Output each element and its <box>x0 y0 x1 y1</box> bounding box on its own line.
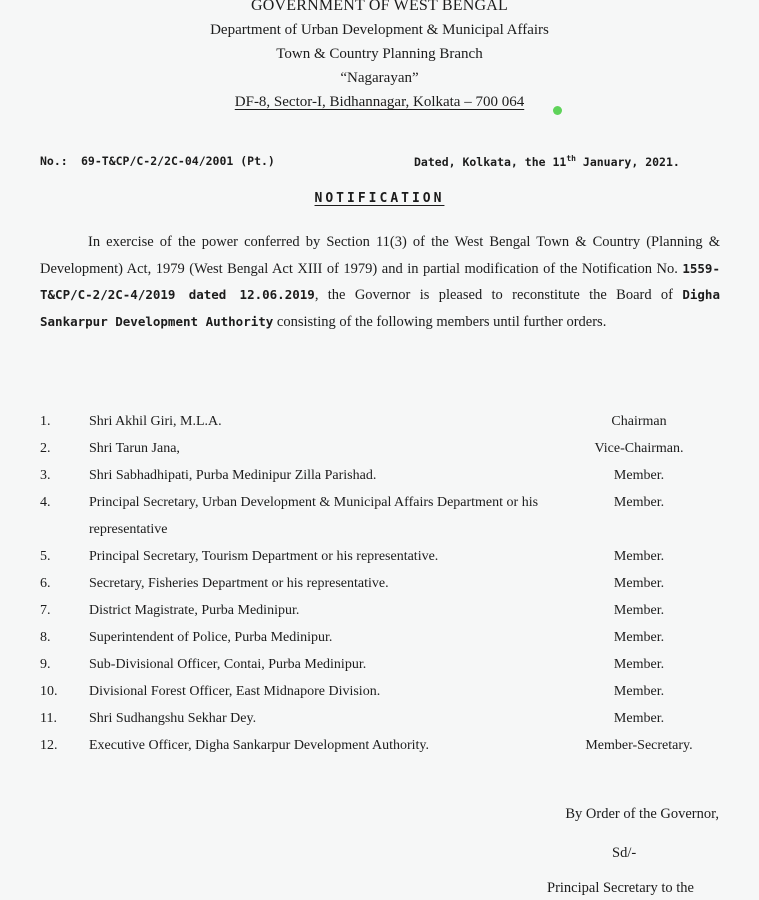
member-name: Sub-Divisional Officer, Contai, Purba Medinipur. <box>89 657 367 672</box>
green-dot-mark <box>553 106 562 115</box>
member-role: Member-Secretary. <box>585 738 693 753</box>
member-role: Member. <box>613 549 665 564</box>
body-text-1: In exercise of the power conferred by Section 11(3) of the West Bengal Town & Country (Planning & Development) Act, 1979 (West Bengal Act XIII of 1979) and in partial modification of the Notification No. <box>40 234 720 277</box>
member-name: Principal Secretary, Tourism Department or his representative. <box>89 549 439 564</box>
member-row <box>0 651 759 678</box>
date-prefix: Dated, Kolkata, the 11 <box>414 154 567 169</box>
member-name: Superintendent of Police, Purba Medinipur. <box>89 630 333 645</box>
office-address: DF-8, Sector-I, Bidhannagar, Kolkata – 700 064 <box>234 94 525 110</box>
member-role: Member. <box>613 657 665 672</box>
member-role: Chairman <box>611 414 667 429</box>
member-role: Member. <box>613 468 665 483</box>
member-name: Shri Tarun Jana, <box>89 441 180 456</box>
body-text-2: , the Governor is pleased to reconstitute the Board of <box>314 287 683 304</box>
by-order-line: By Order of the Governor, <box>565 806 719 822</box>
member-number: 12. <box>40 738 58 753</box>
signatory-designation: Principal Secretary to the <box>547 880 694 896</box>
member-row <box>0 435 759 462</box>
member-number: 11. <box>40 711 57 726</box>
member-number: 8. <box>40 630 51 645</box>
member-name: Shri Sabhadhipati, Purba Medinipur Zilla Parishad. <box>89 468 377 483</box>
body-bold-notification-ref: 1559-T&CP/C-2/2C-4/2019 dated 12.06.2019 <box>40 260 720 303</box>
department-heading: Department of Urban Development & Municipal Affairs <box>210 22 549 38</box>
member-name: Principal Secretary, Urban Development & Municipal Affairs Department or his representative <box>89 495 539 537</box>
member-name: Executive Officer, Digha Sankarpur Development Authority. <box>89 738 430 753</box>
member-row <box>0 570 759 597</box>
member-number: 6. <box>40 576 51 591</box>
member-name: District Magistrate, Purba Medinipur. <box>89 603 300 618</box>
member-row <box>0 543 759 570</box>
member-role: Member. <box>613 495 665 510</box>
branch-heading: Town & Country Planning Branch <box>276 46 483 62</box>
member-row <box>0 705 759 732</box>
member-row <box>0 597 759 624</box>
member-role: Member. <box>613 630 665 645</box>
signed-mark: Sd/- <box>612 845 637 861</box>
member-role: Member. <box>613 684 665 699</box>
member-row <box>0 489 759 543</box>
member-role: Member. <box>613 711 665 726</box>
member-number: 1. <box>40 414 51 429</box>
date-suffix: January, 2021. <box>575 154 680 169</box>
reference-number: 69-T&CP/C-2/2C-04/2001 (Pt.) <box>81 154 275 168</box>
member-number: 7. <box>40 603 51 618</box>
date-superscript: th <box>566 154 576 163</box>
reference-number-label: No.: <box>40 154 68 168</box>
body-text-3: consisting of the following members until further orders. <box>273 313 607 330</box>
body-paragraph <box>40 229 720 335</box>
member-name: Shri Akhil Giri, M.L.A. <box>89 414 222 429</box>
member-role: Member. <box>613 603 665 618</box>
member-number: 4. <box>40 495 51 510</box>
building-name: “Nagarayan” <box>340 70 419 86</box>
member-name: Shri Sudhangshu Sekhar Dey. <box>89 711 257 726</box>
member-name: Divisional Forest Officer, East Midnapore Division. <box>89 684 381 699</box>
member-row <box>0 462 759 489</box>
member-name: Secretary, Fisheries Department or his representative. <box>89 576 389 591</box>
government-heading: GOVERNMENT OF WEST BENGAL <box>250 0 508 14</box>
member-role: Member. <box>613 576 665 591</box>
notification-date <box>414 154 680 169</box>
member-row <box>0 678 759 705</box>
member-row <box>0 624 759 651</box>
members-list <box>0 408 759 759</box>
member-row <box>0 732 759 759</box>
member-number: 2. <box>40 441 51 456</box>
member-number: 5. <box>40 549 51 564</box>
member-number: 9. <box>40 657 51 672</box>
member-number: 10. <box>40 684 58 699</box>
member-row <box>0 408 759 435</box>
member-role: Vice-Chairman. <box>594 441 684 456</box>
member-number: 3. <box>40 468 51 483</box>
document-title: NOTIFICATION <box>314 191 445 206</box>
body-bold-authority-name: Digha Sankarpur Development Authority <box>40 287 720 329</box>
